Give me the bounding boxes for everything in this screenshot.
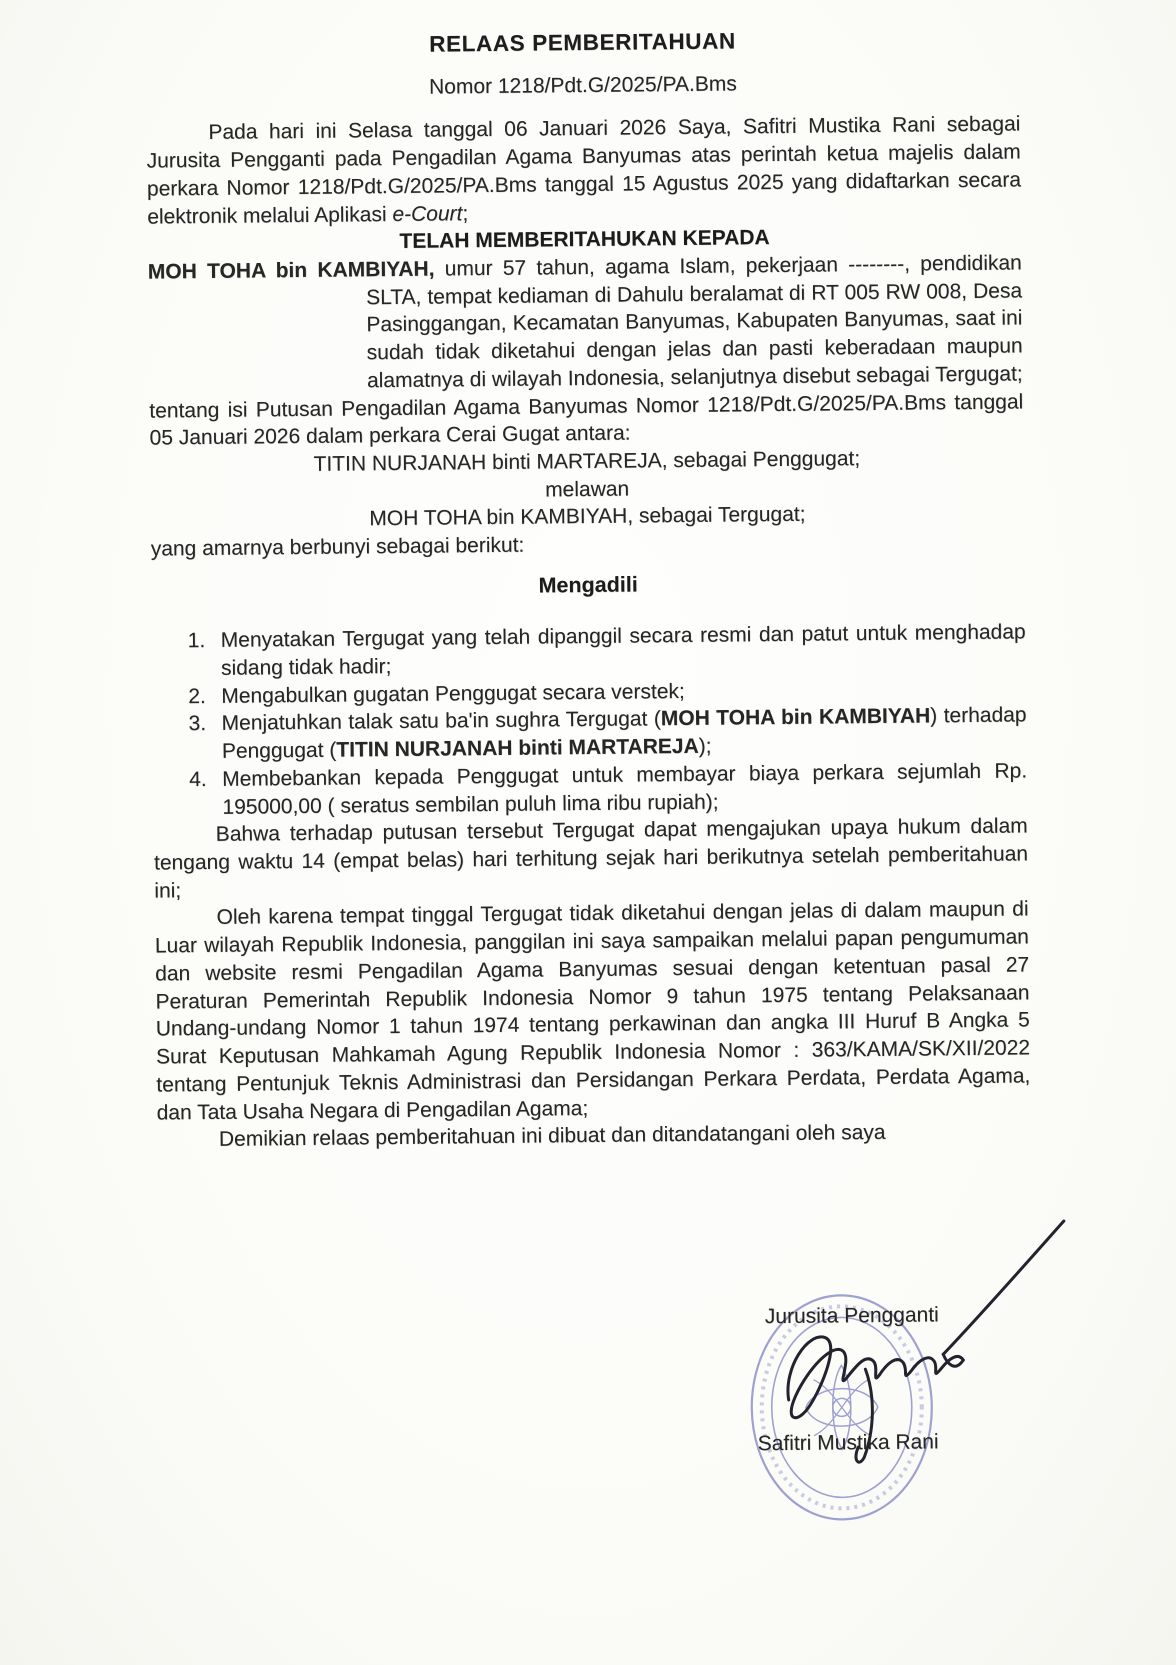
item-number: 1. bbox=[187, 629, 206, 653]
case-number: Nomor 1218/Pdt.G/2025/PA.Bms bbox=[428, 72, 737, 99]
item-text-mid: ) terhadap Penggugat ( bbox=[221, 703, 1027, 763]
decision-reference-paragraph: tentang isi Putusan Pengadilan Agama Banyumas Nomor 1218/Pdt.G/2025/PA.Bms tanggal 05 Januari 2026 dalam perkara Cerai Gugat antara: bbox=[149, 390, 1024, 450]
item-text-pre: Menjatuhkan talak satu ba'in sughra Tergugat ( bbox=[221, 707, 661, 736]
verdict-item-3 bbox=[188, 702, 1027, 766]
plaintiff-name-bold: TITIN NURJANAH binti MARTAREJA bbox=[336, 735, 699, 762]
item-number: 2. bbox=[188, 684, 206, 708]
defendant-name-bold: MOH TOHA bin KAMBIYAH, bbox=[147, 257, 435, 284]
signature-block bbox=[696, 1207, 1120, 1571]
item-text: Mengabulkan gugatan Penggugat secara verstek; bbox=[221, 679, 685, 708]
signer-role: Jurusita Pengganti bbox=[764, 1303, 939, 1329]
defendant-identity-paragraph bbox=[148, 249, 1023, 397]
ecourt-italic: e-Court bbox=[392, 201, 463, 226]
verdict-item-1 bbox=[188, 619, 1027, 683]
opening-text: Pada hari ini Selasa tanggal 06 Januari 2026 Saya, Safitri Mustika Rani sebagai Jurusita Pengganti pada Pengadilan Agama Banyumas atas perintah ketua majelis dalam perkara Nomor 1218/Pdt.G/2025/PA.Bms tanggal 15 Agustus 2025 yang didaftarkan secara elektronik melalui Aplikasi bbox=[146, 112, 1022, 229]
defendant-name-bold: MOH TOHA bin KAMBIYAH bbox=[660, 704, 931, 731]
appeal-period-paragraph: Bahwa terhadap putusan tersebut Tergugat dapat mengajukan upaya hukum dalam tengang waktu 14 (empat belas) hari terhitung sejak hari berikutnya setelah pemberitahuan ini; bbox=[153, 814, 1029, 903]
closing-statement: Demikian relaas pemberitahuan ini dibuat dan ditandatangani oleh saya bbox=[218, 1121, 886, 1152]
versus-line: melawan bbox=[544, 477, 630, 502]
item-text-post: ); bbox=[698, 734, 712, 759]
verdict-heading: Mengadili bbox=[538, 572, 638, 598]
item-text: Menyatakan Tergugat yang telah dipanggil secara resmi dan patut untuk menghadap sidang tidak hadir; bbox=[220, 620, 1026, 680]
defendant-line: MOH TOHA bin KAMBIYAH, sebagai Tergugat; bbox=[369, 503, 806, 531]
defendant-details: umur 57 tahun, agama Islam, pekerjaan --------, pendidikan SLTA, tempat kediaman di Dahulu beralamat di RT 005 RW 008, Desa Pasinggangan, Kecamatan Banyumas, Kabupaten Banyumas, saat ini sudah tidak diketahui dengan jelas dan pasti keberadaan maupun alamatnya di wilayah Indonesia, selanjutnya disebut sebagai Tergugat; bbox=[366, 251, 1023, 393]
verdict-item-4 bbox=[189, 757, 1028, 821]
notified-heading: TELAH MEMBERITAHUKAN KEPADA bbox=[399, 226, 770, 254]
document-title: RELAAS PEMBERITAHUAN bbox=[429, 28, 736, 57]
signer-name: Safitri Mustika Rani bbox=[757, 1430, 939, 1456]
item-text bbox=[221, 702, 1027, 766]
item-text: Membebankan kepada Penggugat untuk membayar biaya perkara sejumlah Rp. 195000,00 ( seratus sembilan puluh lima ribu rupiah); bbox=[222, 759, 1028, 819]
publication-method-paragraph: Oleh karena tempat tinggal Tergugat tidak diketahui dengan jelas di dalam maupun di Luar wilayah Republik Indonesia, panggilan ini saya sampaikan melalui papan pengumuman dan website resmi Pengadilan Agama Banyumas sesuai dengan ketentuan pasal 27 Peraturan Pemerintah Republik Indonesia Nomor 9 tahun 1975 tentang Pelaksanaan Undang-undang Nomor 1 tahun 1974 tentang perkawinan dan angka III Huruf B Angka 5 Surat Keputusan Mahkamah Agung Republik Indonesia Nomor : 363/KAMA/SK/XII/2022 tentang Pentunjuk Teknis Administrasi dan Persidangan Perkara Perdata, Perdata Agama, dan Tata Usaha Negara di Pengadilan Agama; bbox=[154, 897, 1031, 1125]
item-number: 4. bbox=[189, 767, 207, 792]
opening-end: ; bbox=[462, 201, 469, 225]
verdict-list bbox=[152, 619, 1028, 822]
plaintiff-line: TITIN NURJANAH binti MARTAREJA, sebagai Penggugat; bbox=[313, 447, 861, 476]
item-number: 3. bbox=[188, 712, 207, 736]
amar-intro: yang amarnya berbunyi sebagai berikut: bbox=[150, 533, 525, 561]
opening-paragraph bbox=[146, 111, 1021, 231]
